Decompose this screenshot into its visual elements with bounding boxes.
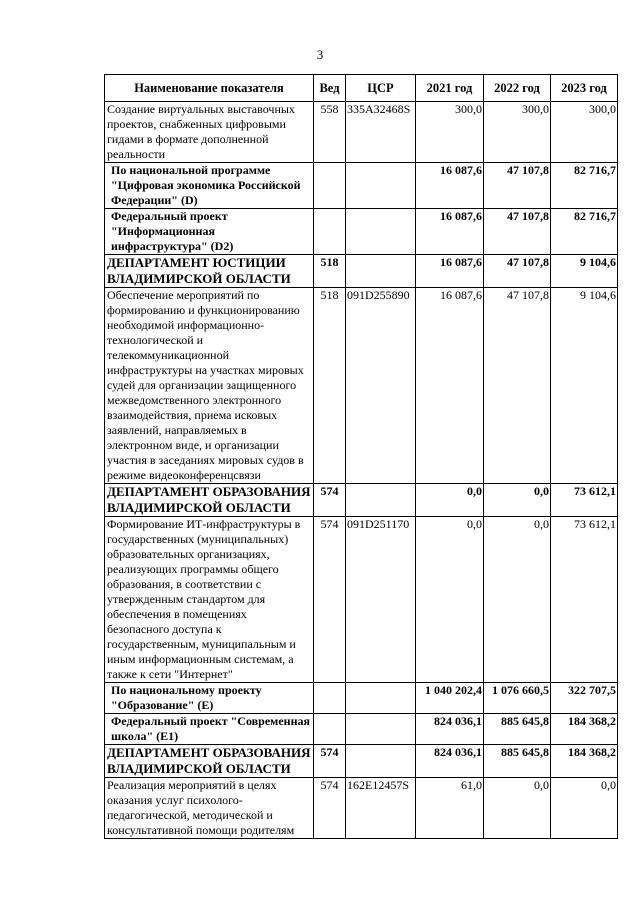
row-2022: 47 107,8 bbox=[484, 163, 551, 209]
row-ved: 518 bbox=[314, 288, 346, 484]
row-ved: 574 bbox=[314, 745, 346, 778]
row-ved bbox=[314, 163, 346, 209]
table-row bbox=[105, 209, 618, 255]
budget-table bbox=[104, 74, 618, 839]
table-row bbox=[105, 778, 618, 839]
header-2023: 2023 год bbox=[551, 75, 618, 102]
page-number: 3 bbox=[316, 47, 324, 62]
row-2022: 47 107,8 bbox=[484, 255, 551, 288]
row-csr bbox=[346, 683, 416, 714]
row-2021: 300,0 bbox=[416, 102, 484, 163]
row-name: Федеральный проект "Информационная инфраструктура" (D2) bbox=[105, 209, 314, 255]
table-row bbox=[105, 745, 618, 778]
row-name: ДЕПАРТАМЕНТ ОБРАЗОВАНИЯ ВЛАДИМИРСКОЙ ОБЛАСТИ bbox=[105, 745, 314, 778]
table-row bbox=[105, 517, 618, 683]
row-2022: 0,0 bbox=[484, 517, 551, 683]
table-row bbox=[105, 255, 618, 288]
table-row bbox=[105, 714, 618, 745]
row-csr bbox=[346, 484, 416, 517]
row-2022: 47 107,8 bbox=[484, 209, 551, 255]
row-2023: 73 612,1 bbox=[551, 484, 618, 517]
row-csr bbox=[346, 714, 416, 745]
row-2021: 16 087,6 bbox=[416, 288, 484, 484]
table-header-row bbox=[105, 75, 618, 102]
row-csr bbox=[346, 255, 416, 288]
row-csr bbox=[346, 163, 416, 209]
row-csr: 091D251170 bbox=[346, 517, 416, 683]
row-name: По национальному проекту "Образование" (E) bbox=[105, 683, 314, 714]
row-2021: 16 087,6 bbox=[416, 163, 484, 209]
row-2023: 73 612,1 bbox=[551, 517, 618, 683]
row-ved: 574 bbox=[314, 778, 346, 839]
row-name: ДЕПАРТАМЕНТ ЮСТИЦИИ ВЛАДИМИРСКОЙ ОБЛАСТИ bbox=[105, 255, 314, 288]
row-2022: 0,0 bbox=[484, 778, 551, 839]
row-2022: 885 645,8 bbox=[484, 745, 551, 778]
row-2023: 9 104,6 bbox=[551, 288, 618, 484]
table-row bbox=[105, 163, 618, 209]
row-ved bbox=[314, 683, 346, 714]
table-row bbox=[105, 102, 618, 163]
row-name: Создание виртуальных выставочных проектов, снабженных цифровыми гидами в формате дополненной реальности bbox=[105, 102, 314, 163]
table-row bbox=[105, 683, 618, 714]
row-name: Формирование ИТ-инфраструктуры в государственных (муниципальных) образовательных организациях, реализующих программы общего образования, в соответствии с утвержденным стандартом для обеспечения в помещениях безопасного доступа к государственным, муниципальным и иным информационным системам, а также к сети "Интернет" bbox=[105, 517, 314, 683]
row-2021: 16 087,6 bbox=[416, 209, 484, 255]
row-2021: 0,0 bbox=[416, 517, 484, 683]
row-2023: 0,0 bbox=[551, 778, 618, 839]
row-2021: 16 087,6 bbox=[416, 255, 484, 288]
row-2021: 1 040 202,4 bbox=[416, 683, 484, 714]
row-name: Федеральный проект "Современная школа" (E1) bbox=[105, 714, 314, 745]
row-name: Обеспечение мероприятий по формированию и функционированию необходимой информационно-технологической и телекоммуникационной инфраструктуры на участках мировых судей для организации защищенного межведомственного электронного взаимодействия, приема исковых заявлений, направляемых в электронном виде, и организации участия в заседаниях мировых судов в режиме видеоконференцсвязи bbox=[105, 288, 314, 484]
row-csr: 335A32468S bbox=[346, 102, 416, 163]
row-2022: 1 076 660,5 bbox=[484, 683, 551, 714]
row-ved bbox=[314, 714, 346, 745]
header-2022: 2022 год bbox=[484, 75, 551, 102]
row-2022: 885 645,8 bbox=[484, 714, 551, 745]
row-csr: 162E12457S bbox=[346, 778, 416, 839]
row-ved: 558 bbox=[314, 102, 346, 163]
row-2021: 0,0 bbox=[416, 484, 484, 517]
row-2023: 300,0 bbox=[551, 102, 618, 163]
row-2023: 82 716,7 bbox=[551, 163, 618, 209]
row-ved bbox=[314, 209, 346, 255]
row-2022: 47 107,8 bbox=[484, 288, 551, 484]
row-2023: 184 368,2 bbox=[551, 745, 618, 778]
table-row bbox=[105, 484, 618, 517]
row-2022: 300,0 bbox=[484, 102, 551, 163]
row-csr bbox=[346, 209, 416, 255]
header-ved: Вед bbox=[314, 75, 346, 102]
row-2021: 824 036,1 bbox=[416, 745, 484, 778]
row-name: По национальной программе "Цифровая экономика Российской Федерации" (D) bbox=[105, 163, 314, 209]
row-2023: 9 104,6 bbox=[551, 255, 618, 288]
row-name: Реализация мероприятий в целях оказания услуг психолого-педагогической, методической и консультативной помощи родителям bbox=[105, 778, 314, 839]
header-name: Наименование показателя bbox=[105, 75, 314, 102]
row-2023: 322 707,5 bbox=[551, 683, 618, 714]
row-csr bbox=[346, 745, 416, 778]
header-csr: ЦСР bbox=[346, 75, 416, 102]
row-2022: 0,0 bbox=[484, 484, 551, 517]
row-csr: 091D255890 bbox=[346, 288, 416, 484]
row-2023: 82 716,7 bbox=[551, 209, 618, 255]
row-2023: 184 368,2 bbox=[551, 714, 618, 745]
row-ved: 574 bbox=[314, 484, 346, 517]
row-2021: 824 036,1 bbox=[416, 714, 484, 745]
table-row bbox=[105, 288, 618, 484]
row-ved: 574 bbox=[314, 517, 346, 683]
header-2021: 2021 год bbox=[416, 75, 484, 102]
row-2021: 61,0 bbox=[416, 778, 484, 839]
row-name: ДЕПАРТАМЕНТ ОБРАЗОВАНИЯ ВЛАДИМИРСКОЙ ОБЛАСТИ bbox=[105, 484, 314, 517]
row-ved: 518 bbox=[314, 255, 346, 288]
table-body bbox=[105, 102, 618, 839]
